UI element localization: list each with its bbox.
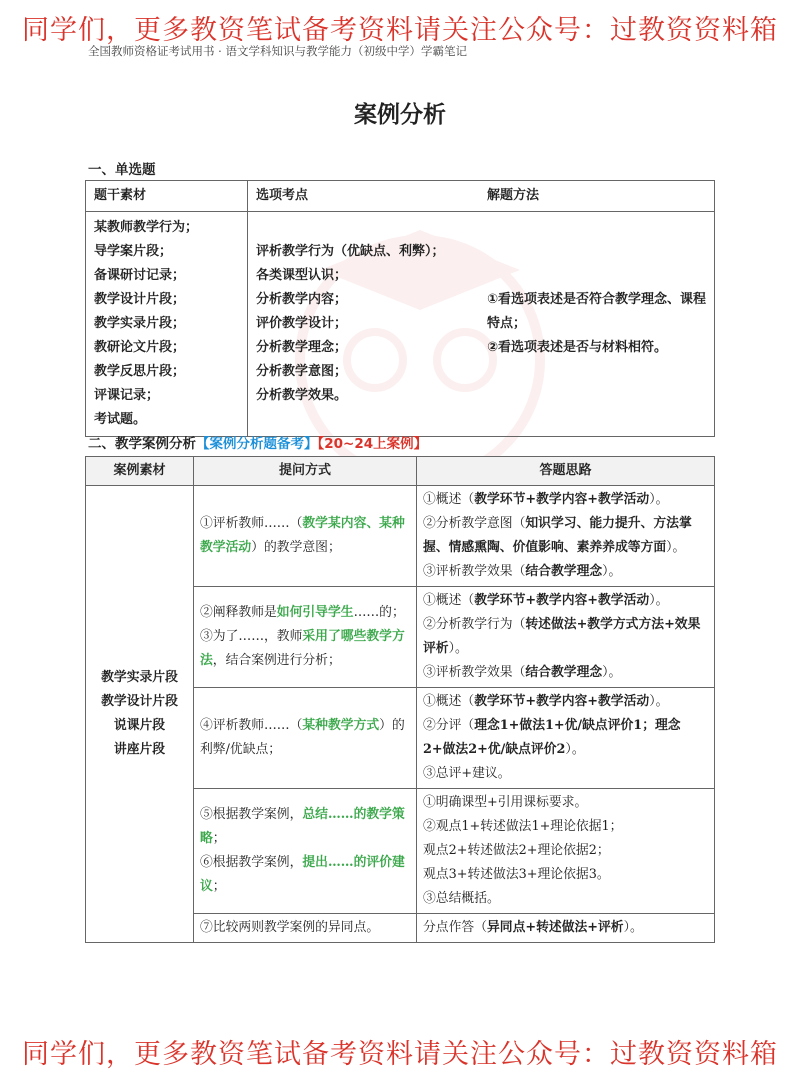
question-cell: ⑦比较两则教学案例的异同点。	[194, 914, 417, 943]
list-item: 教学反思片段；	[94, 364, 186, 379]
list-item: 分析教学意图；	[256, 364, 348, 379]
highlight-text: 采用了哪些教学方法	[200, 629, 405, 668]
highlight-text: 如何引导学生	[276, 605, 354, 620]
answer-cell	[417, 914, 715, 943]
answer-cell	[417, 587, 715, 688]
highlight-text: 教学某内容、某种教学活动	[200, 516, 405, 555]
list-item: 说课片段	[113, 718, 166, 733]
text: ⑥根据教学案例，	[200, 855, 303, 870]
highlight-text: 某种教学方式	[302, 718, 380, 733]
text: ）。	[602, 564, 622, 579]
page-title: 案例分析	[354, 102, 446, 128]
list-item	[200, 625, 410, 673]
text: ）。	[649, 593, 669, 608]
table1-methods-cell	[479, 212, 715, 437]
table2-header-question: 提问方式	[194, 457, 417, 486]
list-item: 导学案片段；	[94, 244, 173, 259]
table-row	[86, 486, 715, 587]
text: ④评析教师……（	[200, 718, 303, 733]
table2-materials-cell	[86, 486, 194, 943]
list-item: 教学设计片段	[101, 694, 178, 709]
bold-text: 理念1+做法1+优/缺点评价1；理念2+做法2+优/缺点评价2	[423, 718, 681, 757]
list-item: 分析教学理念；	[256, 340, 348, 355]
text: ③总评+建议。	[423, 766, 511, 781]
list-item: 讲座片段	[113, 742, 166, 757]
list-item: 观点2+转述做法2+理论依据2；	[423, 843, 610, 858]
list-item: 教学设计片段；	[94, 292, 186, 307]
text: ②分析教学意图（	[423, 516, 526, 531]
text: ①评析教师……（	[200, 516, 303, 531]
text: ；	[212, 831, 226, 846]
list-item: 教研论文片段；	[94, 340, 186, 355]
text: ）。	[602, 665, 622, 680]
list-item: 评析教学行为（优缺点、利弊）；	[256, 244, 445, 259]
table2-header-row	[86, 457, 715, 486]
promo-banner-top: 同学们，更多教资笔试备考资料请关注公众号：过教资资料箱	[22, 15, 778, 46]
list-item	[423, 613, 708, 661]
text: 分点作答（	[423, 920, 487, 935]
text: ）的教学意图；	[251, 540, 341, 555]
answer-cell	[417, 688, 715, 789]
text: ③评析教学效果（	[423, 665, 526, 680]
list-item	[423, 690, 708, 714]
text: ②阐释教师是	[200, 605, 277, 620]
list-item: 备课研讨记录；	[94, 268, 186, 283]
text: ）。	[649, 492, 669, 507]
highlight-text: 总结……的教学策略	[200, 807, 405, 846]
text: ③评析教学效果（	[423, 564, 526, 579]
list-item	[423, 488, 708, 512]
highlight-text: 提出……的评价建议	[200, 855, 405, 894]
list-item: 分析教学效果。	[256, 388, 348, 403]
list-item: 教学实录片段	[101, 670, 178, 685]
table1-header-points: 选项考点	[248, 181, 480, 212]
text: ……的；	[353, 605, 405, 620]
case-analysis-table	[85, 456, 715, 943]
text: ①概述（	[423, 492, 475, 507]
list-item: ①明确课型+引用课标要求。	[423, 795, 588, 810]
table1-materials-cell	[86, 212, 248, 437]
list-item: 各类课型认识；	[256, 268, 348, 283]
text: ③为了……，教师	[200, 629, 303, 644]
bold-text: 异同点+转述做法+评析	[486, 920, 624, 935]
list-item	[423, 661, 708, 685]
text: ①概述（	[423, 593, 475, 608]
bold-text: 结合教学理念	[525, 564, 603, 579]
list-item	[200, 803, 410, 851]
list-item	[423, 589, 708, 613]
section-2-heading	[88, 432, 427, 452]
list-item: 评价教学设计；	[256, 316, 348, 331]
bold-text: 教学环节+教学内容+教学活动	[474, 694, 650, 709]
text: ⑤根据教学案例，	[200, 807, 303, 822]
bold-text: 结合教学理念	[525, 665, 603, 680]
text: ）。	[565, 742, 585, 757]
text: ）的利弊/优缺点；	[200, 718, 405, 757]
text: ）。	[448, 641, 468, 656]
text: ；	[212, 879, 226, 894]
single-choice-table	[85, 180, 715, 437]
question-cell	[194, 789, 417, 914]
list-item: 考试题。	[94, 412, 147, 427]
section-2-label: 二、教学案例分析	[88, 436, 196, 452]
list-item	[423, 512, 708, 560]
list-item: 某教师教学行为；	[94, 220, 199, 235]
text: ，结合案例进行分析；	[212, 653, 341, 668]
list-item: ①看选项表述是否符合教学理念、课程特点；	[487, 292, 707, 331]
answer-cell	[417, 486, 715, 587]
list-item: ②观点1+转述做法1+理论依据1；	[423, 819, 623, 834]
text: ①概述（	[423, 694, 475, 709]
list-item: ②看选项表述是否与材料相符。	[487, 340, 668, 355]
list-item	[200, 601, 410, 625]
list-item	[423, 762, 708, 786]
text: ）。	[666, 540, 686, 555]
text: ）。	[623, 920, 643, 935]
table1-points-cell	[248, 212, 480, 437]
answer-cell	[417, 789, 715, 914]
table2-header-material: 案例素材	[86, 457, 194, 486]
list-item	[423, 714, 708, 762]
text: ②分评（	[423, 718, 475, 733]
bold-text: 教学环节+教学内容+教学活动	[474, 492, 650, 507]
bold-text: 教学环节+教学内容+教学活动	[474, 593, 650, 608]
bold-text: 知识学习、能力提升、方法掌握、情感熏陶、价值影响、素养养成等方面	[423, 516, 692, 555]
promo-banner-bottom: 同学们，更多教资笔试备考资料请关注公众号：过教资资料箱	[22, 1039, 778, 1070]
list-item: 评课记录；	[94, 388, 160, 403]
table1-header-material: 题干素材	[86, 181, 248, 212]
list-item: 分析教学内容；	[256, 292, 348, 307]
book-subtitle: 全国教师资格证考试用书 · 语文学科知识与教学能力（初级中学）学霸笔记	[88, 44, 467, 58]
section-2-tag-exam: 【案例分析题备考】	[196, 436, 318, 452]
text: ）。	[649, 694, 669, 709]
list-item: ③总结概括。	[423, 891, 500, 906]
bold-text: 转述做法+教学方式方法+效果评析	[423, 617, 701, 656]
table1-header-row	[86, 181, 715, 212]
question-cell	[194, 587, 417, 688]
list-item: 观点3+转述做法3+理论依据3。	[423, 867, 610, 882]
text: ②分析教学行为（	[423, 617, 526, 632]
list-item: 教学实录片段；	[94, 316, 186, 331]
list-item	[423, 560, 708, 584]
section-1-heading: 一、单选题	[88, 162, 156, 178]
question-cell	[194, 688, 417, 789]
list-item	[200, 851, 410, 899]
section-2-tag-years: 【20~24上案例】	[317, 436, 428, 452]
table2-header-answer: 答题思路	[417, 457, 715, 486]
question-cell	[194, 486, 417, 587]
table1-body-row	[86, 212, 715, 437]
table1-header-methods: 解题方法	[479, 181, 715, 212]
